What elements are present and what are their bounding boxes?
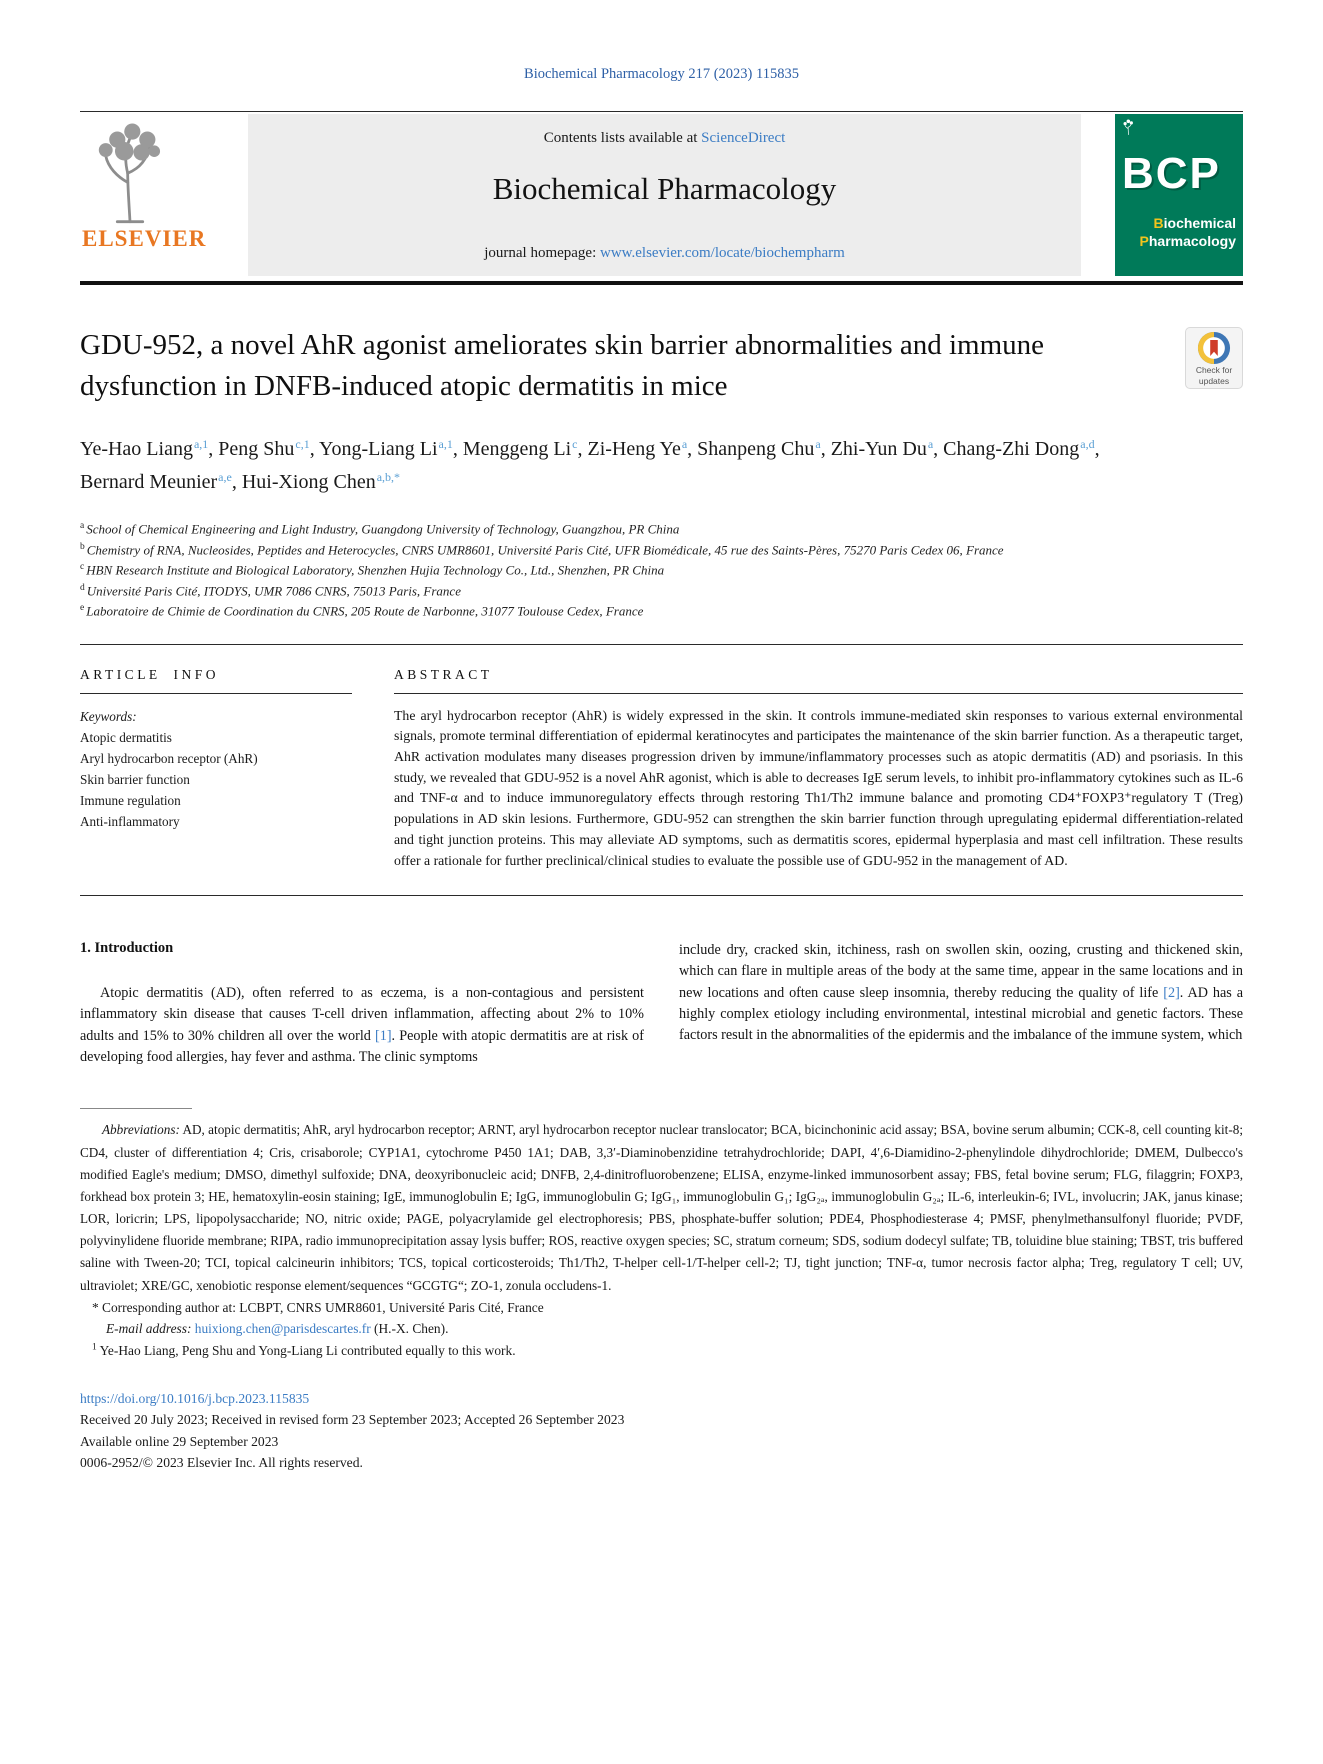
- author-affiliation-sup[interactable]: a,e: [218, 469, 232, 484]
- author: Ye-Hao Liang$^{a,1}$ ,: [80, 438, 218, 460]
- banner-panel: [248, 114, 1081, 276]
- abstract-header: ABSTRACT: [394, 666, 493, 682]
- author-affiliation-sup[interactable]: a,d: [1080, 436, 1095, 451]
- available-online: Available online 29 September 2023: [80, 1433, 279, 1449]
- elsevier-wordmark: ELSEVIER: [82, 226, 207, 251]
- author: Peng Shu$^{c,1}$ ,: [218, 438, 319, 460]
- check-for-updates-badge[interactable]: [1185, 327, 1243, 389]
- affiliation-list: [80, 519, 1243, 621]
- affiliation: $^d$ Université Paris Cité, ITODYS, UMR 7086 CNRS, 75013 Paris, France: [80, 582, 461, 599]
- article-info-rule: [80, 693, 352, 694]
- sciencedirect-link[interactable]: ScienceDirect: [701, 130, 786, 146]
- email-note: E-mail address: huixiong.chen@parisdescartes.fr (H.-X. Chen).: [106, 1321, 449, 1337]
- footnote-area: [80, 1108, 1243, 1361]
- journal-citation: Biochemical Pharmacology 217 (2023) 115835: [524, 66, 799, 82]
- introduction-heading: 1. Introduction: [80, 940, 174, 957]
- keyword: Atopic dermatitis: [80, 729, 172, 745]
- article-info-header: ARTICLE INFO: [80, 666, 220, 682]
- abbreviations-note: Abbreviations: AD, atopic dermatitis; AhR, aryl hydrocarbon receptor; ARNT, aryl hydrocarbon receptor nuclear translocator; BCA, bicinchoninic acid assay; BSA, bovine serum albumin; CCK-8, cell counting kit-8; CD4, cluster of differentiation 4; Cris, crisaborole; CYP1A1, cytochrome P450 1A1; DAB, 3,3′-Diaminobenzidine tetrahydrochloride; DAPI, 4′,6-Diamidino-2-phenylindole dihydrochloride; DMEM, Dulbecco's modified Eagle's medium; DMSO, dimethyl sulfoxide; DNA, deoxyribonucleic acid; DNFB, 2,4-dinitrofluorobenzene; ELISA, enzyme-linked immunosorbent assay; FBS, fetal bovine serum; FLG, filaggrin; FOXP3, forkhead box protein 3; HE, hematoxylin-eosin staining; IgE, immunoglobulin E; IgG, immunoglobulin G; IgG₁, immunoglobulin G₁; IgG₂ₐ, immunoglobulin G₂ₐ; IL-6, interleukin-6; IVL, involucrin; JAK, janus kinase; LOR, loricrin; LPS, lipopolysaccharide; NO, nitric oxide; PAGE, polyacrylamide gel electrophoresis; PBS, phosphate-buffer solution; PDE4, Phosphodiesterase 4; PMSF, phenylmethansulfonyl fluoride; PVDF, polyvinylidene fluoride membrane; RIPA, radio immunoprecipitation assay lysis buffer; ROS, reactive oxygen species; SC, stratum corneum; SDS, sodium dodecyl sulfate; TB, toluidine blue staining; TBST, tris buffered saline with Tween-20; TCI, topical calcineurin inhibitors; TCS, topical corticosteroids; Th1/Th2, T-helper cell-1/T-helper cell-2; TJ, tight junction; TNF-α, tumor necrosis factor alpha; Treg, regulatory T cell; UV, ultraviolet; XRE/GC, xenobiotic response element/sequences “GCGTG“; ZO-1, zonula occludens-1.: [80, 1122, 1243, 1293]
- journal-cover[interactable]: [1115, 114, 1243, 276]
- abstract-column: [394, 667, 1243, 872]
- publication-info: [80, 1388, 1243, 1474]
- author: Shanpeng Chu$^a$ ,: [697, 438, 831, 460]
- check-badge-label: Check for updates: [1195, 365, 1233, 386]
- author-affiliation-sup[interactable]: c,1: [295, 436, 310, 451]
- affiliation: $^e$ Laboratoire de Chimie de Coordination du CNRS, 205 Route de Narbonne, 31077 Toulouse Cedex, France: [80, 603, 644, 619]
- copyright-line: 0006-2952/© 2023 Elsevier Inc. All rights reserved.: [80, 1455, 363, 1471]
- ref-1-link[interactable]: [1]: [375, 1027, 392, 1044]
- banner-bottom-rule: [80, 281, 1243, 285]
- elsevier-logo[interactable]: [80, 114, 248, 276]
- title-row: [80, 325, 1243, 407]
- author: Zhi-Yun Du$^a$ ,: [831, 438, 943, 460]
- journal-homepage-link[interactable]: www.elsevier.com/locate/biochempharm: [600, 245, 845, 261]
- abstract-text: The aryl hydrocarbon receptor (AhR) is widely expressed in the skin. It controls immune-mediated skin responses to various external environmental signals, promote terminal differentiation of epidermal keratinocytes and participates the maintenance of the skin barrier function. As a therapeutic target, AhR activation modulates many diseases progression driven by immune/inflammatory processes such as atopic dermatitis (AD) and psoriasis. In this study, we revealed that GDU-952 is a novel AhR agonist, which is able to decreases IgE serum levels, to inhibit pro-inflammatory cytokines such as IL-6 and TNF-α and to induce immunoregulatory effects through restoring Th1/Th2 immune balance and promoting CD4⁺FOXP3⁺regulatory T (Treg) populations in AD skin lesions. Furthermore, GDU-952 can strengthen the skin barrier function through upregulating epidermal differentiation-related and tight junction proteins. This may alleviate AD symptoms, such as dermatitis scores, epidermal hyperplasia and mast cell infiltration. These results offer a rationale for further preclinical/clinical studies to evaluate the possible use of GDU-952 in the management of AD.: [394, 707, 1243, 868]
- author-affiliation-sup[interactable]: a: [815, 436, 821, 451]
- journal-banner: [80, 114, 1243, 276]
- top-rule: [80, 111, 1243, 112]
- journal-title: Biochemical Pharmacology: [492, 171, 837, 206]
- keywords-label: Keywords:: [80, 708, 137, 724]
- section-rule: [80, 644, 1243, 645]
- keyword: Anti-inflammatory: [80, 814, 180, 830]
- abstract-rule: [394, 693, 1243, 694]
- corresponding-author-note: * Corresponding author at: LCBPT, CNRS UMR8601, Université Paris Cité, France: [92, 1299, 544, 1315]
- main-text-rule: [80, 895, 1243, 896]
- homepage-line: journal homepage: www.elsevier.com/locate/biochempharm: [484, 245, 845, 261]
- left-column: [80, 940, 644, 1068]
- main-text-columns: [80, 940, 1243, 1068]
- author-affiliation-sup[interactable]: a,b,*: [376, 469, 401, 484]
- affiliation: $^c$ HBN Research Institute and Biological Laboratory, Shenzhen Hujia Technology Co., Ltd., Shenzhen, PR China: [80, 562, 665, 578]
- author-affiliation-sup[interactable]: a: [681, 436, 688, 451]
- article-title: GDU-952, a novel AhR agonist ameliorates skin barrier abnormalities and immune dysfunction in DNFB-induced atopic dermatitis in mice: [80, 329, 1045, 403]
- affiliation: $^b$ Chemistry of RNA, Nucleosides, Peptides and Heterocycles, CNRS UMR8601, Université Paris Cité, UFR Biomédicale, 45 rue des Saints-Pères, 75270 Paris Cedex 06, France: [80, 541, 1004, 558]
- intro-paragraph-left: Atopic dermatitis (AD), often referred to as eczema, is a non-contagious and persistent inflammatory skin disease that causes T-cell driven inflammation, affecting about 2% to 10% adults and 15% to 30% children all over the world [1]. People with atopic dermatitis are at risk of developing food allergies, hay fever and asthma. The clinic symptoms: [80, 985, 644, 1066]
- elsevier-tree-icon: [82, 120, 178, 224]
- equal-contribution-note: $^1$ Ye-Hao Liang, Peng Shu and Yong-Liang Li contributed equally to this work.: [92, 1342, 516, 1359]
- author: Hui-Xiong Chen$^{a,b,*}$: [241, 469, 401, 494]
- author-affiliation-sup[interactable]: c: [572, 436, 578, 451]
- cover-tree-icon: [1122, 119, 1135, 135]
- cover-subtitle: Biochemical Pharmacology: [1139, 215, 1236, 249]
- author-affiliation-sup[interactable]: a,1: [193, 436, 209, 451]
- ref-2-link[interactable]: [2]: [1163, 984, 1180, 1001]
- author: Bernard Meunier$^{a,e}$ ,: [80, 471, 242, 493]
- cover-acronym: BCP: [1122, 149, 1221, 198]
- author: Yong-Liang Li$^{a,1}$ ,: [319, 438, 463, 460]
- contents-line: Contents lists available at ScienceDirect: [543, 130, 786, 146]
- intro-paragraph-right: include dry, cracked skin, itchiness, rash on swollen skin, oozing, crusting and thickened skin, which can flare in multiple areas of the body at the same time, appear in the same locations and in new locations and often cause sleep insomnia, thereby reducing the quality of life [2]. AD has a highly complex etiology including environmental, intestinal microbial and genetic factors. These factors result in the abnormalities of the epidermis and the imbalance of the immune system, which: [679, 942, 1244, 1044]
- affiliation: $^a$ School of Chemical Engineering and Light Industry, Guangdong University of Technology, Guangzhou, PR China: [80, 521, 680, 537]
- keyword: Aryl hydrocarbon receptor (AhR): [80, 750, 258, 766]
- right-column: [679, 940, 1243, 1068]
- author: Menggeng Li$^c$ ,: [463, 438, 588, 460]
- author: Chang-Zhi Dong$^{a,d}$ ,: [943, 438, 1099, 460]
- info-abstract-section: [80, 667, 1243, 872]
- author-affiliation-sup[interactable]: a,1: [438, 436, 453, 451]
- keywords-list: [80, 727, 352, 833]
- author: Zi-Heng Ye$^a$ ,: [588, 438, 698, 460]
- keyword: Skin barrier function: [80, 772, 190, 788]
- footnote-rule: [80, 1108, 192, 1109]
- keyword: Immune regulation: [80, 793, 181, 809]
- author-list: [80, 433, 1130, 499]
- doi-link[interactable]: https://doi.org/10.1016/j.bcp.2023.115835: [80, 1390, 310, 1406]
- article-info-column: [80, 667, 352, 872]
- received-dates: Received 20 July 2023; Received in revised form 23 September 2023; Accepted 26 September 2023: [80, 1412, 625, 1428]
- crossmark-icon: [1197, 331, 1231, 365]
- email-link[interactable]: huixiong.chen@parisdescartes.fr: [194, 1321, 371, 1337]
- author-affiliation-sup[interactable]: a: [927, 436, 934, 451]
